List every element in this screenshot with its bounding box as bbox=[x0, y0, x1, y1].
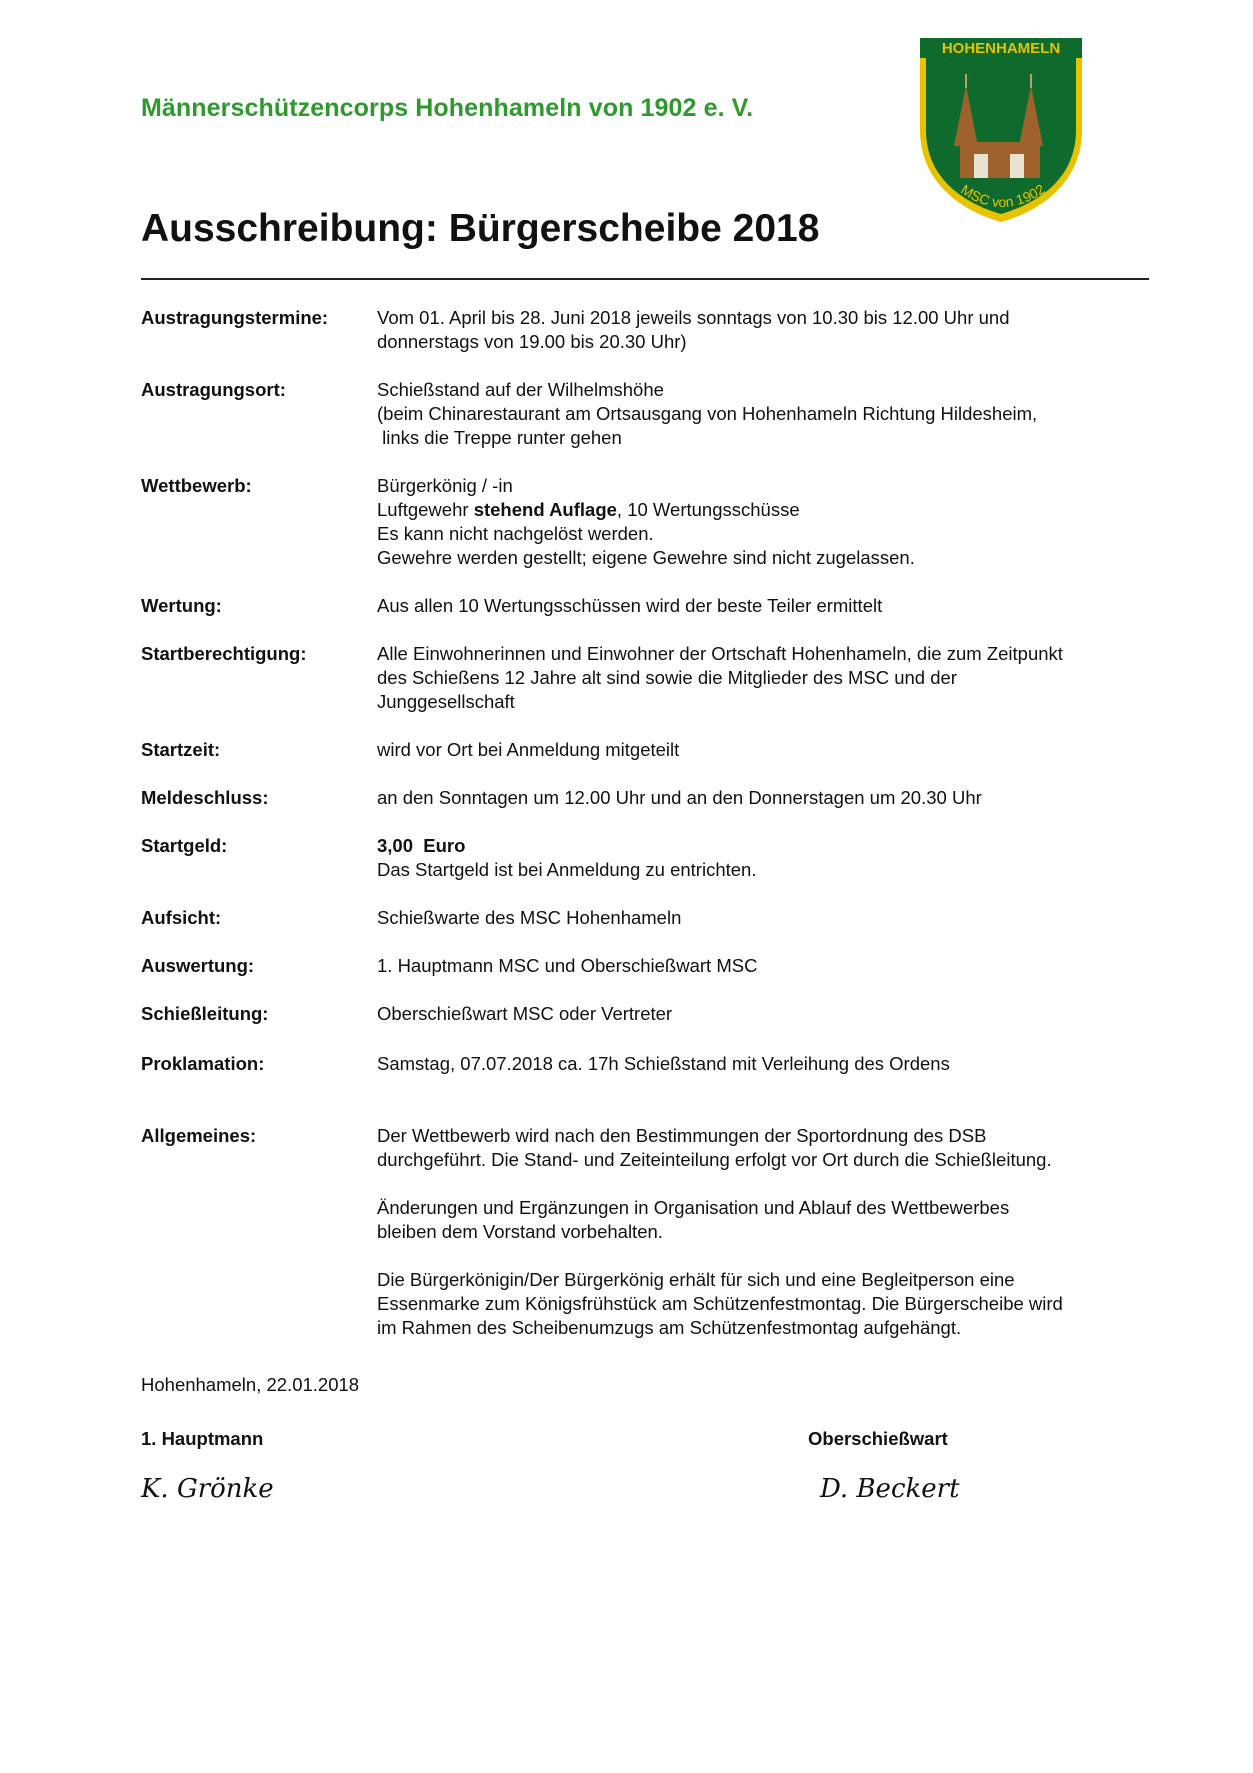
field-line: 1. Hauptmann MSC und Oberschießwart MSC bbox=[377, 955, 758, 976]
field-value bbox=[377, 786, 1177, 810]
crest-top-text: HOHENHAMELN bbox=[941, 40, 1061, 57]
field-value bbox=[377, 1002, 1177, 1026]
field-line: Gewehre werden gestellt; eigene Gewehre sind nicht zugelassen. bbox=[377, 547, 915, 568]
field-line: links die Treppe runter gehen bbox=[377, 427, 622, 448]
field-label: Allgemeines: bbox=[141, 1125, 257, 1146]
field-label: Austragungsort: bbox=[141, 379, 286, 400]
field-label: Wettbewerb: bbox=[141, 475, 252, 496]
field-line: Das Startgeld ist bei Anmeldung zu entrichten. bbox=[377, 859, 757, 880]
field-line: Alle Einwohnerinnen und Einwohner der Ortschaft Hohenhameln, die zum Zeitpunkt bbox=[377, 643, 1063, 664]
field-line: 3,00 Euro bbox=[377, 835, 466, 856]
field-line: Es kann nicht nachgelöst werden. bbox=[377, 523, 654, 544]
field-line: durchgeführt. Die Stand- und Zeiteinteilung erfolgt vor Ort durch die Schießleitung. bbox=[377, 1149, 1052, 1170]
field-text: Luftgewehr bbox=[377, 499, 474, 520]
crest-bottom-text: MSC von 1902 bbox=[958, 180, 1048, 211]
organization-name: Männerschützencorps Hohenhameln von 1902 e. V. bbox=[141, 94, 754, 122]
field-value bbox=[377, 378, 1177, 450]
field-line: des Schießens 12 Jahre alt sind sowie die Mitglieder des MSC und der bbox=[377, 667, 957, 688]
field-label: Wertung: bbox=[141, 595, 222, 616]
field-value bbox=[377, 306, 1177, 354]
field-line: donnerstags von 19.00 bis 20.30 Uhr) bbox=[377, 331, 687, 352]
field-value bbox=[377, 1052, 1177, 1076]
paragraph bbox=[377, 1124, 1177, 1172]
field-line: im Rahmen des Scheibenumzugs am Schützenfestmontag aufgehängt. bbox=[377, 1317, 962, 1338]
field-label: Austragungstermine: bbox=[141, 307, 329, 328]
field-value bbox=[377, 1124, 1177, 1340]
field-value bbox=[377, 954, 1177, 978]
field-line: bleiben dem Vorstand vorbehalten. bbox=[377, 1221, 663, 1242]
signature-right: D. Beckert bbox=[820, 1474, 960, 1504]
title-divider bbox=[141, 278, 1149, 280]
field-value bbox=[377, 594, 1177, 618]
signature-left: K. Grönke bbox=[141, 1474, 274, 1504]
signatory-left-title: 1. Hauptmann bbox=[141, 1428, 264, 1449]
field-line: Essenmarke zum Königsfrühstück am Schützenfestmontag. Die Bürgerscheibe wird bbox=[377, 1293, 1063, 1314]
signatory-right-title: Oberschießwart bbox=[808, 1428, 948, 1449]
field-label: Meldeschluss: bbox=[141, 787, 269, 808]
field-line: Die Bürgerkönigin/Der Bürgerkönig erhält für sich und eine Begleitperson eine bbox=[377, 1269, 1015, 1290]
field-label: Startberechtigung: bbox=[141, 643, 307, 664]
field-value bbox=[377, 906, 1177, 930]
field-value bbox=[377, 642, 1177, 714]
field-label: Auswertung: bbox=[141, 955, 255, 976]
field-line: Bürgerkönig / -in bbox=[377, 475, 513, 496]
field-line: Änderungen und Ergänzungen in Organisation und Ablauf des Wettbewerbes bbox=[377, 1197, 1010, 1218]
field-line: wird vor Ort bei Anmeldung mitgeteilt bbox=[377, 739, 680, 760]
field-label: Aufsicht: bbox=[141, 907, 222, 928]
field-line: Oberschießwart MSC oder Vertreter bbox=[377, 1003, 673, 1024]
field-line: (beim Chinarestaurant am Ortsausgang von Hohenhameln Richtung Hildesheim, bbox=[377, 403, 1038, 424]
field-line: an den Sonntagen um 12.00 Uhr und an den Donnerstagen um 20.30 Uhr bbox=[377, 787, 982, 808]
field-value bbox=[377, 474, 1177, 570]
document-title: Ausschreibung: Bürgerscheibe 2018 bbox=[141, 207, 820, 250]
field-line: Schießstand auf der Wilhelmshöhe bbox=[377, 379, 664, 400]
field-label: Schießleitung: bbox=[141, 1003, 269, 1024]
field-emphasis: stehend Auflage bbox=[473, 499, 617, 520]
field-line: Aus allen 10 Wertungsschüssen wird der beste Teiler ermittelt bbox=[377, 595, 883, 616]
field-line: Schießwarte des MSC Hohenhameln bbox=[377, 907, 682, 928]
field-line: Vom 01. April bis 28. Juni 2018 jeweils sonntags von 10.30 bis 12.00 Uhr und bbox=[377, 307, 1010, 328]
paragraph bbox=[377, 1196, 1177, 1244]
field-line: Der Wettbewerb wird nach den Bestimmungen der Sportordnung des DSB bbox=[377, 1125, 987, 1146]
paragraph bbox=[377, 1268, 1177, 1340]
field-label: Proklamation: bbox=[141, 1053, 265, 1074]
club-crest-logo bbox=[916, 34, 1086, 224]
field-value bbox=[377, 738, 1177, 762]
field-value bbox=[377, 834, 1177, 882]
field-line bbox=[377, 498, 1177, 522]
field-line: Junggesellschaft bbox=[377, 691, 515, 712]
field-label: Startzeit: bbox=[141, 739, 221, 760]
field-line: Samstag, 07.07.2018 ca. 17h Schießstand mit Verleihung des Ordens bbox=[377, 1053, 950, 1074]
field-text: , 10 Wertungsschüsse bbox=[616, 499, 800, 520]
field-label: Startgeld: bbox=[141, 835, 228, 856]
place-date: Hohenhameln, 22.01.2018 bbox=[141, 1374, 360, 1395]
